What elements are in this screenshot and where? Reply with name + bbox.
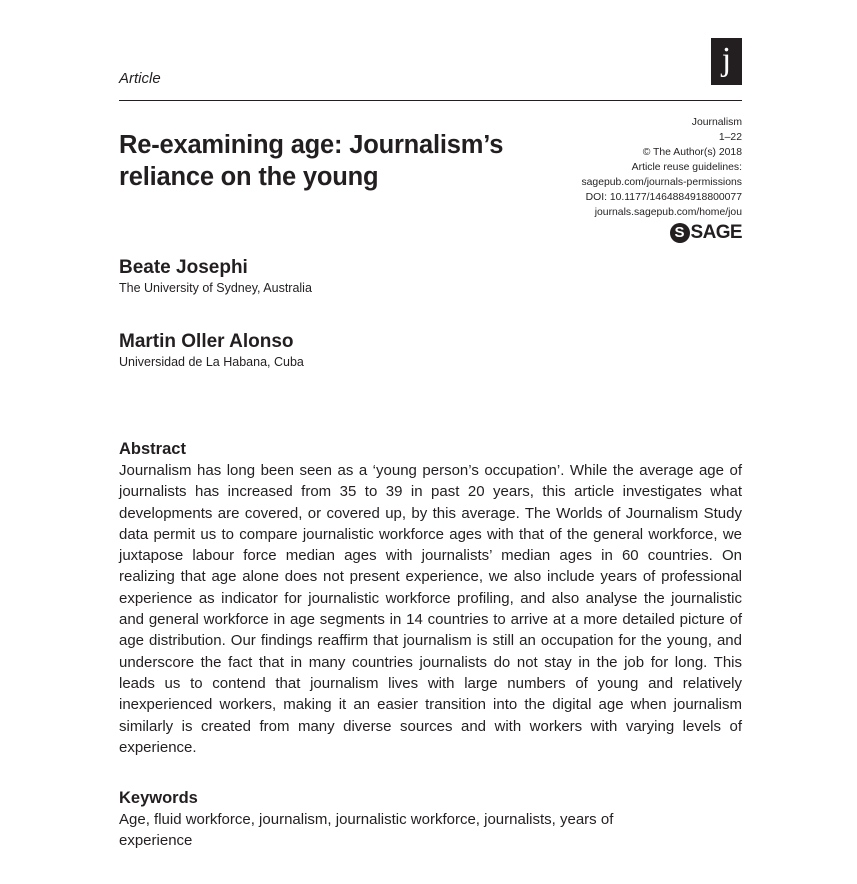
keywords-section [119,788,679,852]
meta-pages: 1–22 [718,132,742,143]
author-block [119,256,312,297]
keywords-heading: Keywords [119,789,198,807]
publisher-logo [670,222,742,244]
meta-reuse-label: Article reuse guidelines: [631,162,742,173]
author-affiliation: Universidad de La Habana, Cuba [119,355,304,369]
section-label: Article [119,70,161,87]
journal-logo-letter: j [721,41,732,78]
abstract-text: Journalism has long been seen as a ‘young person’s occupation’. While the average age of journalists has increased from 35 to 39 in past 20 years, this article investigates what developments are covered, or covered up, by this average. The Worlds of Journalism Study data permit us to compare journalistic workforce ages with that of the general workforce, we juxtapose labour force median ages with journalists’ median ages in 60 countries. On realizing that age alone does not present experience, we also include years of professional experience as indicator for journalistic workforce profiling, and also analyse the journalistic and general workforce in age segments in 14 countries to arrive at a more detailed picture of age distribution. Our findings reaffirm that journalism is still an occupation for the young, and underscore the fact that in many countries journalists do not stay in the job for long. This leads us to contend that journalism lives with large numbers of young and relatively inexperienced workers, making it an easier transition into the digital age when journalism similarly is created from many diverse sources and with workers with varying levels of experience. [119,462,742,756]
author-affiliation: The University of Sydney, Australia [119,281,312,295]
meta-journal: Journalism [691,117,742,128]
author-block [119,330,304,371]
keywords-text: Age, fluid workforce, journalism, journalistic workforce, journalists, years of experience [119,811,614,850]
abstract-section [119,439,742,758]
publication-meta [512,115,742,220]
journal-logo [711,38,742,85]
header-divider [119,100,742,101]
meta-journal-link[interactable]: journals.sagepub.com/home/jou [594,207,742,218]
meta-permissions-link[interactable]: sagepub.com/journals-permissions [581,177,742,188]
author-name: Martin Oller Alonso [119,331,294,352]
meta-doi[interactable]: DOI: 10.1177/1464884918800077 [585,192,742,203]
publisher-name: SAGE [690,222,742,243]
meta-copyright: © The Author(s) 2018 [642,147,742,158]
abstract-heading: Abstract [119,440,186,458]
article-first-page [119,0,742,884]
author-name: Beate Josephi [119,257,248,278]
sage-circle-icon: S [670,223,690,243]
article-title: Re-examining age: Journalism’s reliance on the young [119,131,504,191]
